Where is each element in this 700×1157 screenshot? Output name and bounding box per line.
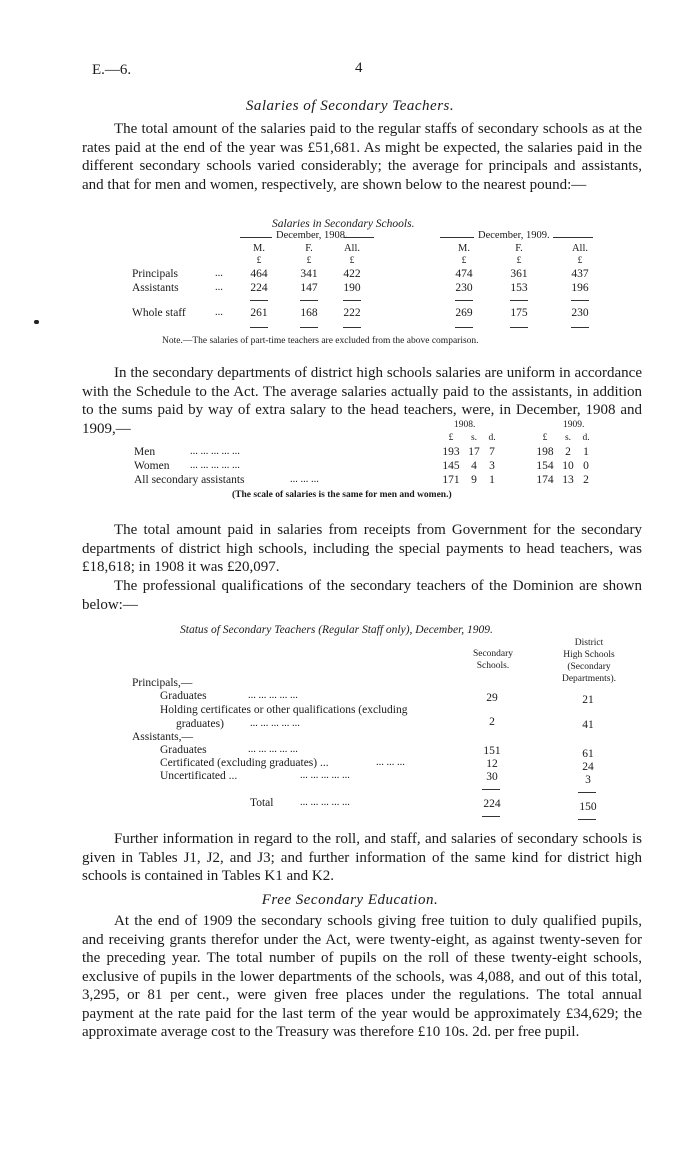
table1-unit: £ — [349, 256, 355, 266]
table-cell: 61 — [582, 748, 594, 760]
table2-year-1909: 1909. — [563, 420, 585, 430]
table-cell: 174 — [536, 474, 554, 486]
table-cell: 3 — [585, 774, 591, 786]
table-cell: 0 — [583, 460, 589, 472]
table-cell: 30 — [486, 771, 498, 783]
row-label: Graduates — [160, 690, 207, 702]
table1-col-f-1908: F. — [305, 243, 313, 254]
table1-unit: £ — [306, 256, 312, 266]
table1-period-1909: December, 1909. — [478, 230, 550, 241]
table-cell: 147 — [300, 282, 318, 294]
row-label: Graduates — [160, 744, 207, 756]
table-cell: 12 — [486, 758, 498, 770]
table-cell: 2 — [583, 474, 589, 486]
table-cell: 1 — [583, 446, 589, 458]
table-cell: 269 — [455, 307, 473, 319]
paragraph-further-information: Further information in regard to the roll, and staff, and salaries of secondary schools is given in Tables J1, J2, and J3; and further information of the same kind for district high schools is contained in Tables K1 and K2. — [82, 831, 642, 884]
document-page: E.—6. 4 Salaries of Secondary Teachers. The total amount of the salaries paid to the regular staffs of secondary schools as at the rates paid at the end of the year was £51,681. As might be expected, the salaries paid in the different secondary schools varied considerably; the average for principals and assistants, and that for men and women, respectively, are shown below to the nearest pound:— Salaries in Secondary Schools. December, 1908. December, 1909. M. F. All. M. F. All. £ £ £ £ £ £ Principals ... 464 341 422 474 361 437 Assistants ... 224 147 190 230 153 196 Whole staff ... 261 168 222 269 175 230 Note.—The salaries of part-time teachers are excluded from the above comparison. In the secondary departments of district high schools salaries are uniform in accordance with the Schedule to the Act. The average salaries actually paid to the assistants, in addition to the sums paid by way of extra salary to the head teachers, were, in December, 1908 and 1909,— 1908. 1909. £ s. d. £ s. d. Men ... ... ... ... ... 193 17 7 198 2 1 Women ... ... ... ... ... 145 4 3 154 10 0 All secondary assistants ... ... ... 171 9 1 174 13 2 (The scale of salaries is the same for men and women.) The total amount paid in salaries from receipts from Government for the secondary departments of district high schools, including the special payments to head teachers, was £18,618; in 1908 it was £20,097. The professional qualifications of the secondary teachers of the Dominion are shown below:— Status of Secondary Teachers (Regular Staff only), December, 1909. Secondary Schools. District High Schools (Secondary Departments). Principals,— Graduates ... ... ... ... ... 29 21 Holding certificates or other qualifications (excluding graduates) ... ... ... ... ... 2 41 Assistants,— Graduates ... ... ... ... ... 151 61 Certificated (excluding graduates) ... ... ... ... 12 24 Uncertificated ... ... ... ... ... ... 30 3 Total ... ... ... ... ... 224 150 Further information in regard to the roll, and staff, and salaries of secondary schools is given in Tables J1, J2, and J3; and further information of the same kind for district high schools is contained in Tables K1 and K2. Free Secondary Education. At the end of 1909 the secondary schools giving free tuition to duly qualified pupils, and receiving grants therefor under the Act, were twenty-eight, as against twenty-seven for the preceding year. The total number of pupils on the roll of these twenty-eight schools, exclusive of pupils in the lower departments of the schools, was 4,088, and out of this total, 3,295, or 81 per cent., were given free places under the regulations. The total annual payment at the rate paid for the last term of the year would be approximately £34,629; the approximate average cost to the Treasury was therefore £10 10s. 2d. per free pupil. — [0, 0, 700, 1157]
table3-col-district: District — [574, 638, 604, 648]
margin-mark — [34, 320, 39, 324]
paragraph-total-paid: The total amount paid in salaries from receipts from Government for the secondary departments of district high schools, including the special payments to head teachers, was £18,618; in 1908 it was £20,097. — [82, 522, 642, 575]
table-cell: 9 — [471, 474, 477, 486]
table-cell: 41 — [582, 719, 594, 731]
table-cell: 2 — [489, 716, 495, 728]
table1-unit: £ — [461, 256, 467, 266]
table-cell: 2 — [565, 446, 571, 458]
row-label: Total — [250, 797, 274, 809]
table-cell: 437 — [571, 268, 589, 280]
table1-col-f-1909: F. — [515, 243, 523, 254]
table1-col-all-1908: All. — [343, 243, 361, 254]
table-cell: 145 — [442, 460, 460, 472]
table3-caption: Status of Secondary Teachers (Regular Staff only), December, 1909. — [180, 624, 493, 636]
row-label: Whole staff — [132, 307, 186, 319]
table1-note: Note.—The salaries of part-time teachers are excluded from the above comparison. — [162, 336, 479, 346]
table1-col-m-1909: M. — [458, 243, 470, 254]
row-label: All secondary assistants — [134, 474, 245, 486]
section-heading-free-education: Free Secondary Education. — [261, 892, 439, 908]
table1-caption: Salaries in Secondary Schools. — [272, 218, 415, 230]
table-cell: 190 — [343, 282, 361, 294]
table1-period-1908: December, 1908. — [276, 230, 348, 241]
section-heading-salaries: Salaries of Secondary Teachers. — [245, 98, 455, 114]
table3-col-secondary: Secondary — [472, 649, 514, 659]
row-label: Principals — [132, 268, 178, 280]
table-cell: 224 — [483, 798, 501, 810]
row-label: Holding certificates or other qualifications (excluding — [160, 704, 408, 716]
table-cell: 361 — [510, 268, 528, 280]
table-cell: 464 — [250, 268, 268, 280]
table1-col-all-1909: All. — [571, 243, 589, 254]
table3-group-principals: Principals,— — [132, 677, 193, 689]
table-cell: 474 — [455, 268, 473, 280]
table-cell: 422 — [343, 268, 361, 280]
table-cell: 21 — [582, 694, 594, 706]
table1-unit: £ — [256, 256, 262, 266]
table-cell: 224 — [250, 282, 268, 294]
table-cell: 4 — [471, 460, 477, 472]
paragraph-free-education: At the end of 1909 the secondary schools giving free tuition to duly qualified pupils, and receiving grants therefor under the Act, were twenty-eight, as against twenty-seven for the preceding year. The total number of pupils on the roll of these twenty-eight schools, exclusive of pupils in the lower departments of the schools, was 4,088, and out of this total, 3,295, or 81 per cent., were given free places under the regulations. The total annual payment at the rate paid for the last term of the year would be approximately £34,629; the approximate average cost to the Treasury was therefore £10 10s. 2d. per free pupil. — [82, 913, 642, 1040]
table-cell: 7 — [489, 446, 495, 458]
table-cell: 154 — [536, 460, 554, 472]
table-cell: 1 — [489, 474, 495, 486]
table-cell: 261 — [250, 307, 268, 319]
table-cell: 198 — [536, 446, 554, 458]
table-cell: 341 — [300, 268, 318, 280]
table-cell: 29 — [486, 692, 498, 704]
table-cell: 168 — [300, 307, 318, 319]
table2-year-1908: 1908. — [454, 420, 476, 430]
report-code: E.—6. — [92, 62, 132, 78]
table1-col-m-1908: M. — [253, 243, 265, 254]
row-label: Certificated (excluding graduates) ... — [160, 757, 329, 769]
table-cell: 171 — [442, 474, 460, 486]
table-cell: 151 — [483, 745, 501, 757]
row-label: Uncertificated ... — [160, 770, 238, 782]
table-cell: 24 — [582, 761, 594, 773]
table2-note: (The scale of salaries is the same for men and women.) — [232, 490, 452, 500]
table-cell: 17 — [468, 446, 480, 458]
paragraph-district-high-schools: In the secondary departments of district high schools salaries are uniform in accordance with the Schedule to the Act. The average salaries actually paid to the assistants, in addition to the sums paid by way of extra salary to the head teachers, were, in December, 1908 and 1909,— — [82, 365, 642, 437]
table-cell: 13 — [562, 474, 574, 486]
row-label: Assistants — [132, 282, 179, 294]
table1-unit: £ — [577, 256, 583, 266]
table1-unit: £ — [516, 256, 522, 266]
table-cell: 230 — [455, 282, 473, 294]
table-cell: 193 — [442, 446, 460, 458]
table-cell: 196 — [571, 282, 589, 294]
row-label: Men — [134, 446, 156, 458]
paragraph-salaries-intro: The total amount of the salaries paid to the regular staffs of secondary schools as at the rates paid at the end of the year was £51,681. As might be expected, the salaries paid in the different secondary schools varied considerably; the average for principals and assistants, and that for men and women, respectively, are shown below to the nearest pound:— — [82, 121, 642, 193]
table-cell: 150 — [579, 801, 597, 813]
paragraph-qualifications: The professional qualifications of the secondary teachers of the Dominion are shown below:— — [82, 578, 642, 613]
table-cell: 230 — [571, 307, 589, 319]
table-cell: 3 — [489, 460, 495, 472]
row-label: Women — [134, 460, 170, 472]
table-cell: 10 — [562, 460, 574, 472]
table-cell: 222 — [343, 307, 361, 319]
table-cell: 153 — [510, 282, 528, 294]
table-cell: 175 — [510, 307, 528, 319]
page-number: 4 — [355, 60, 363, 76]
table3-group-assistants: Assistants,— — [132, 731, 194, 743]
